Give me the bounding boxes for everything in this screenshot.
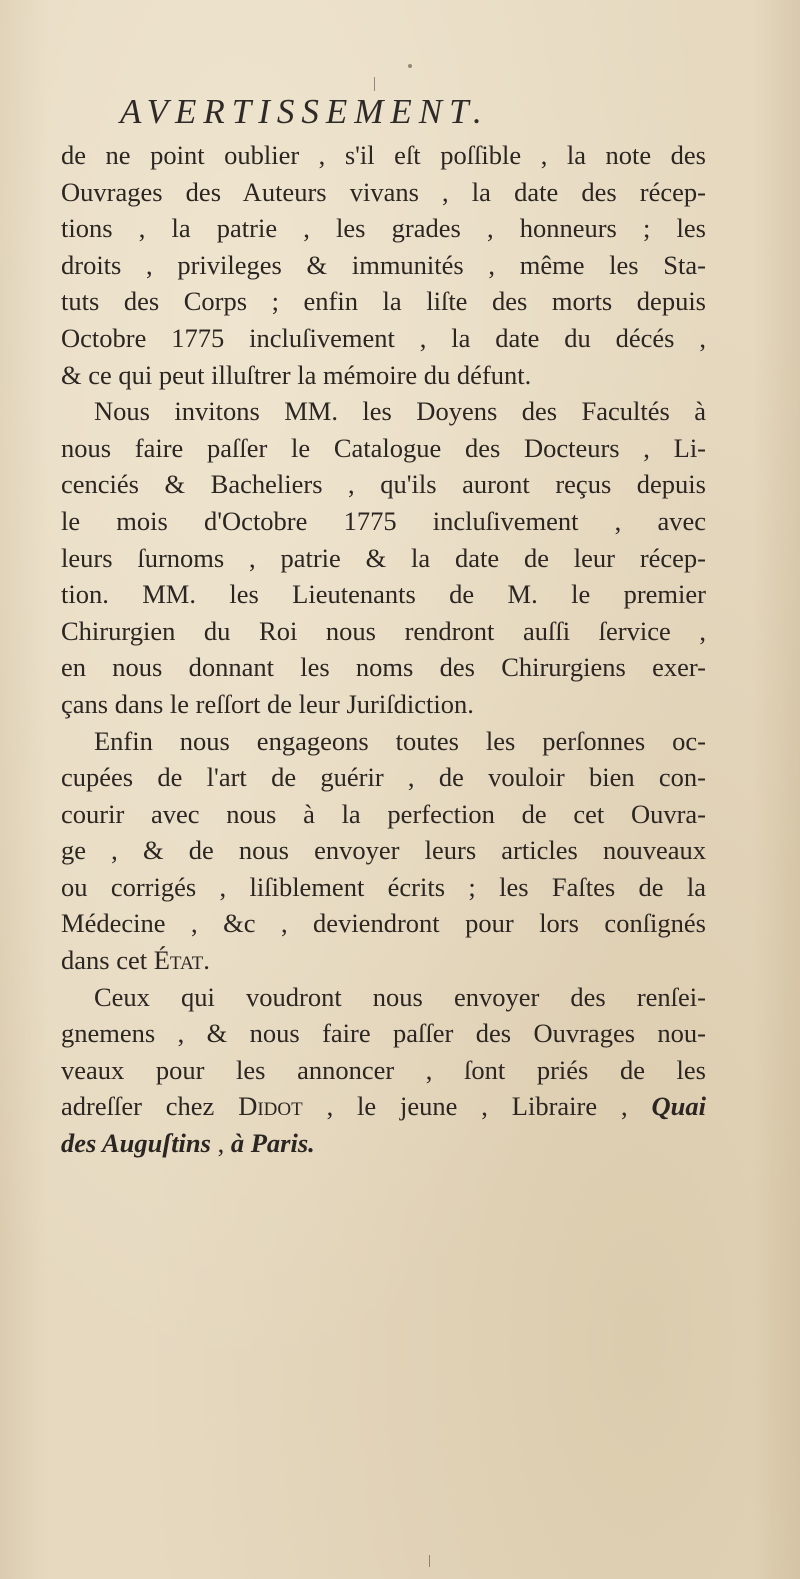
text-line: en nous donnant les noms des Chirurgiens exer- bbox=[61, 652, 706, 683]
paragraph-3 bbox=[61, 723, 706, 979]
italic-word: Quai bbox=[651, 1091, 706, 1122]
text-line: Ceux qui voudront nous envoyer des renſei- bbox=[94, 981, 706, 1012]
text-span: adreſſer chez bbox=[61, 1091, 239, 1122]
text-line: nous faire paſſer le Catalogue des Docteurs , Li- bbox=[61, 432, 706, 463]
page-header: AVERTISSEMENT. bbox=[120, 92, 489, 131]
text-line bbox=[61, 942, 706, 979]
text-line: tuts des Corps ; enfin la liſte des morts depuis bbox=[61, 286, 706, 317]
text-line: tions , la patrie , les grades , honneurs ; les bbox=[61, 213, 706, 244]
text-line: tion. MM. les Lieutenants de M. le premier bbox=[61, 579, 706, 610]
text-line: veaux pour les annoncer , ſont priés de les bbox=[61, 1054, 706, 1085]
text-span: dans cet bbox=[61, 945, 154, 976]
paragraph-1 bbox=[61, 137, 706, 393]
small-caps-word: État. bbox=[153, 945, 210, 976]
italic-word: à Paris. bbox=[230, 1128, 315, 1159]
text-line: & ce qui peut illuſtrer la mémoire du défunt. bbox=[61, 359, 532, 390]
text-span: , le jeune , Libraire , bbox=[302, 1091, 652, 1122]
small-caps-word: Didot bbox=[238, 1091, 303, 1122]
ink-speck bbox=[408, 64, 412, 68]
text-line: courir avec nous à la perfection de cet Ouvra- bbox=[61, 798, 706, 829]
ink-speck bbox=[429, 1555, 430, 1567]
text-line: gnemens , & nous faire paſſer des Ouvrages nou- bbox=[61, 1018, 706, 1049]
text-line: Enfin nous engageons toutes les perſonnes oc- bbox=[94, 725, 706, 756]
text-line: Médecine , &c , deviendront pour lors conſignés bbox=[61, 908, 706, 939]
text-line: cupées de l'art de guérir , de vouloir bien con- bbox=[61, 762, 706, 793]
paragraph-4 bbox=[61, 979, 706, 1162]
text-line: droits , privileges & immunités , même les Sta- bbox=[61, 249, 706, 280]
text-line: ou corrigés , liſiblement écrits ; les Faſtes de la bbox=[61, 871, 706, 902]
italic-word: des Auguſtins bbox=[61, 1128, 211, 1159]
text-line bbox=[61, 1088, 706, 1125]
text-line: Chirurgien du Roi nous rendront auſſi ſervice , bbox=[61, 615, 706, 646]
text-line: cenciés & Bacheliers , qu'ils auront reçus depuis bbox=[61, 469, 706, 500]
text-line: le mois d'Octobre 1775 incluſivement , avec bbox=[61, 505, 706, 536]
paragraph-2 bbox=[61, 393, 706, 722]
text-line: de ne point oublier , s'il eſt poſſible , la note des bbox=[61, 140, 706, 170]
text-line: Ouvrages des Auteurs vivans , la date des récep- bbox=[61, 176, 706, 207]
body-text bbox=[61, 137, 706, 1162]
ink-speck bbox=[374, 77, 375, 91]
text-line: Octobre 1775 incluſivement , la date du décés , bbox=[61, 322, 706, 353]
text-line: ge , & de nous envoyer leurs articles nouveaux bbox=[61, 835, 706, 866]
text-line bbox=[61, 1125, 706, 1162]
text-line: leurs ſurnoms , patrie & la date de leur récep- bbox=[61, 542, 706, 573]
text-line: çans dans le reſſort de leur Juriſdiction. bbox=[61, 688, 474, 719]
text-line: Nous invitons MM. les Doyens des Facultés à bbox=[94, 396, 706, 427]
text-span: , bbox=[210, 1128, 231, 1159]
